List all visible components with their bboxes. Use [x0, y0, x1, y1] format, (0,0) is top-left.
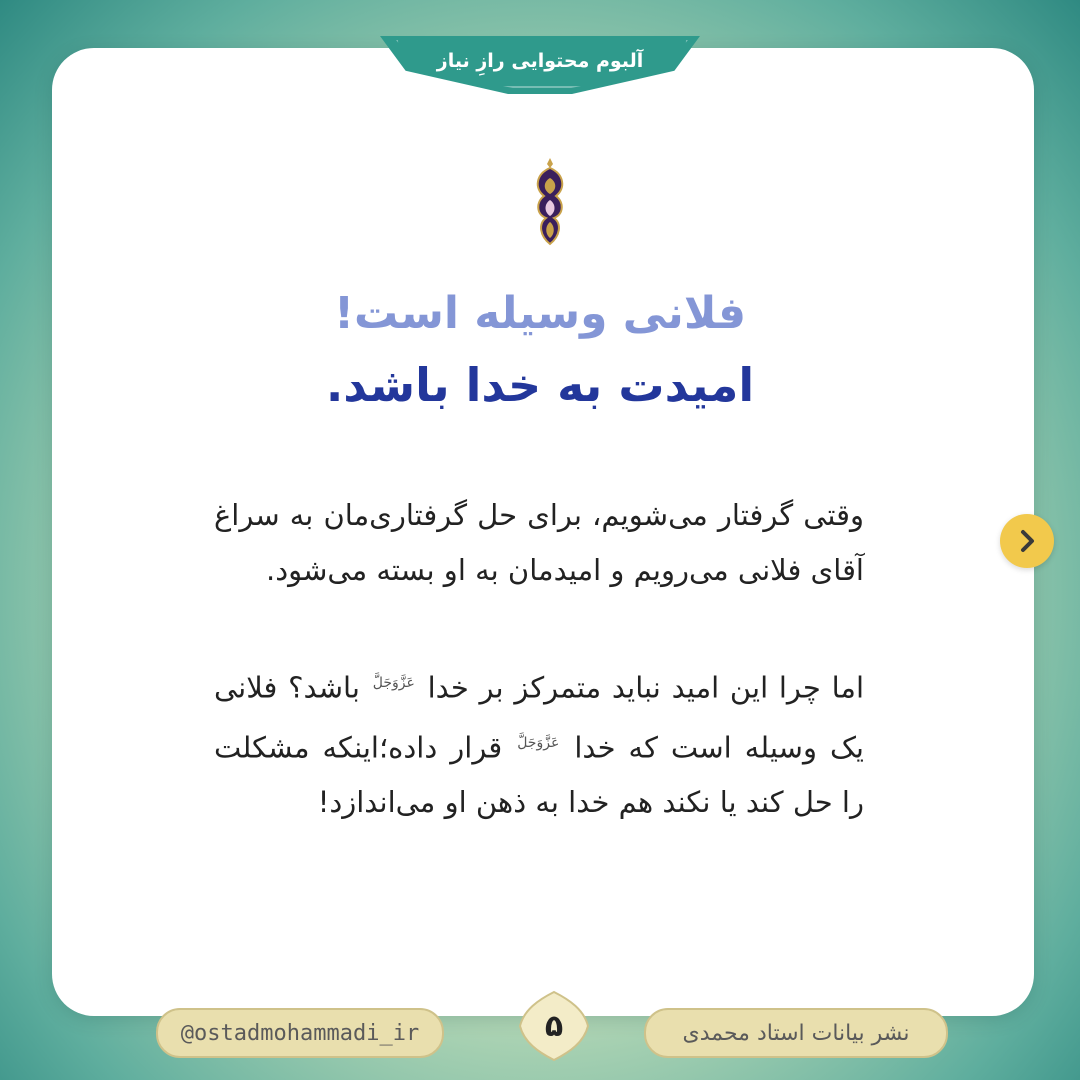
social-handle[interactable]: @ostadmohammadi_ir [156, 1008, 444, 1058]
paragraph-1: وقتی گرفتار می‌شویم، برای حل گرفتاری‌مان به سراغ آقای فلانی می‌رویم و امیدمان به او بسته می‌شود. [214, 498, 864, 587]
page-number: ۵ [544, 1008, 564, 1044]
next-button[interactable] [1000, 514, 1054, 568]
honorific-1: عَزَّوَجَلَّ [372, 675, 415, 691]
publisher-label: نشر بیانات استاد محمدی [644, 1008, 948, 1058]
paragraph-2-part-c: قرار داده؛اینکه مشکلت را حل کند یا نکند هم خدا به ذهن او می‌اندازد! [214, 730, 864, 820]
album-label: آلبوم محتوایی رازِ نیاز [436, 50, 644, 72]
chevron-right-icon [1015, 529, 1039, 553]
title-line-2: امیدت به خدا باشد. [325, 358, 755, 412]
islamic-ornament-icon [530, 156, 570, 246]
title-line-1: فلانی وسیله است! [333, 288, 747, 339]
honorific-2: عَزَّوَجَلَّ [517, 734, 560, 751]
paragraph-2-part-a: اما چرا این امید نباید متمرکز بر خدا [427, 670, 865, 705]
paragraph-2-part-b: باشد؟ فلانی یک وسیله است که خدا [214, 670, 864, 765]
page-number-badge [518, 990, 590, 1062]
paragraph-2 [214, 656, 864, 830]
